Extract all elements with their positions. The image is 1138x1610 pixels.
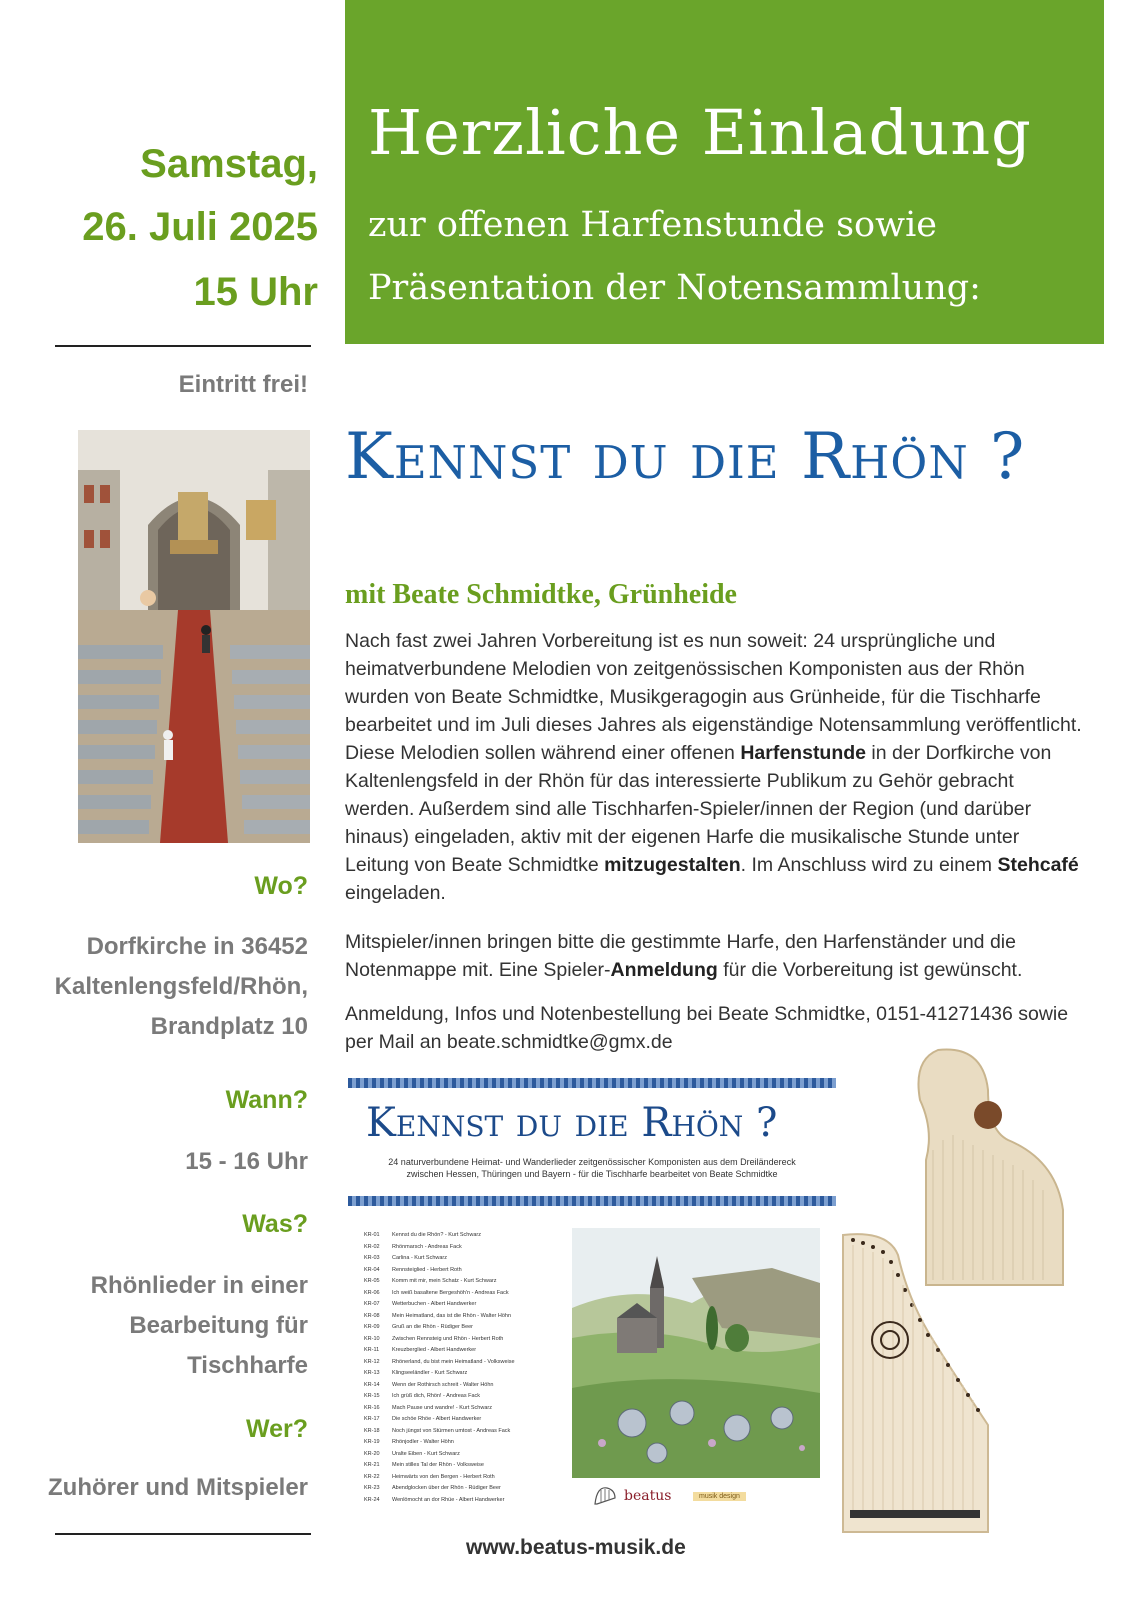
banner-subtitle-1: zur offenen Harfenstunde sowie — [368, 205, 937, 245]
track-title: Die schöe Rhöe - Albert Handwerker — [392, 1416, 482, 1422]
track-number: KR-17 — [364, 1416, 380, 1422]
track-list — [364, 1230, 564, 1506]
track-row — [364, 1391, 564, 1403]
harp-logo-icon — [593, 1484, 619, 1506]
what-line-1: Rhönlieder in einer — [90, 1272, 308, 1299]
track-number: KR-08 — [364, 1312, 380, 1319]
paragraph-3: Anmeldung, Infos und Notenbestellung bei Beate Schmidtke, 0151-41271436 sowie per Mail an beate.schmidtke@gmx.de — [345, 1003, 1069, 1053]
track-title: Carlina - Kurt Schwarz — [392, 1255, 448, 1261]
track-row — [364, 1495, 564, 1507]
brand-name: beatus — [624, 1488, 672, 1504]
who-value: Zuhörer und Mitspieler — [48, 1474, 309, 1501]
cover-band-top — [348, 1078, 836, 1088]
track-title: Komm mit mir, mein Schatz - Kurt Schwarz — [392, 1278, 497, 1284]
track-title: Rhönjodler - Walter Höhn — [392, 1439, 454, 1445]
where-label: Wo? — [254, 872, 308, 900]
track-title: Rhönerland, du bist mein Heimatland - Volksweise — [392, 1358, 515, 1365]
when-value: 15 - 16 Uhr — [185, 1148, 308, 1175]
track-title: Rennsteiglied - Herbert Roth — [392, 1266, 462, 1273]
track-title: Klingseeländler - Kurt Schwarz — [392, 1370, 468, 1376]
what-line-3: Tischharfe — [187, 1352, 308, 1379]
track-title: Rhönmarsch - Andreas Fack — [392, 1243, 462, 1250]
paragraph-2: Mitspieler/innen bringen bitte die gestimmte Harfe, den Harfenständer und die Notenmappe mit. Eine Spieler-Anmeldung für die Vorbereitung ist gewünscht. — [345, 931, 1023, 981]
track-title: Wenlömocht an dor Rhüe - Albert Handwerker — [392, 1496, 505, 1503]
track-row — [364, 1460, 564, 1472]
where-line-1: Dorfkirche in 36452 — [86, 933, 308, 960]
track-number: KR-11 — [364, 1347, 380, 1353]
track-number: KR-14 — [364, 1381, 380, 1388]
track-row — [364, 1276, 564, 1288]
track-title: Mein stilles Tal der Rhön - Volksweise — [392, 1462, 484, 1468]
track-title: Ich weiß basaltene Bergeshöh'n - Andreas Fack — [392, 1289, 509, 1296]
track-title: Ich grüß dich, Rhön! - Andreas Fack — [392, 1393, 481, 1399]
cover-subtitle-1: 24 naturverbundene Heimat- und Wanderlieder zeitgenössischer Komponisten aus dem Dreiländereck — [388, 1157, 796, 1167]
track-row — [364, 1288, 564, 1300]
track-number: KR-21 — [364, 1462, 380, 1468]
track-row — [364, 1449, 564, 1461]
date-date: 26. Juli 2025 — [82, 205, 318, 249]
paragraph-1: Nach fast zwei Jahren Vorbereitung ist es nun soweit: 24 ursprüngliche und heimatverbundene Melodien von zeitgenössischen Komponisten aus der Rhön wurden von Beate Schmidtke, Musikgeragogin aus Grünheide, für die Tischharfe bearbeitet und im Juli dieses Jahres als eigenständige Notensammlung veröffentlicht. Diese Melodien sollen während einer offenen Harfenstunde in der Dorfkirche von Kaltenlengsfeld in der Rhön für das interessierte Publikum zu Gehör gebracht werden. Außerdem sind alle Tischharfen-Spieler/innen der Region (und darüber hinaus) eingeladen, aktiv mit der eigenen Harfe die musikalische Stunde unter Leitung von Beate Schmidtke mitzugestalten. Im Anschluss wird zu einem Stehcafé eingeladen. — [345, 630, 1082, 904]
when-label: Wann? — [225, 1086, 308, 1114]
track-number: KR-06 — [364, 1289, 380, 1296]
track-number: KR-02 — [364, 1243, 380, 1250]
track-row — [364, 1426, 564, 1438]
divider-top — [55, 345, 311, 347]
track-number: KR-03 — [364, 1255, 380, 1261]
track-row — [364, 1437, 564, 1449]
date-time: 15 Uhr — [193, 270, 318, 314]
who-label: Wer? — [245, 1415, 308, 1443]
track-number: KR-04 — [364, 1266, 380, 1273]
track-title: Mach Pause und wandre! - Kurt Schwarz — [392, 1404, 492, 1411]
host-line: mit Beate Schmidtke, Grünheide — [345, 579, 737, 610]
track-number: KR-18 — [364, 1427, 380, 1434]
track-row — [364, 1230, 564, 1242]
track-row — [364, 1472, 564, 1484]
track-number: KR-12 — [364, 1358, 380, 1365]
track-number: KR-05 — [364, 1278, 380, 1284]
website-link[interactable]: www.beatus-musik.de — [466, 1536, 686, 1559]
track-title: Wenn der Rothirsch schreit - Walter Höhn — [392, 1381, 494, 1388]
table-harps-photo — [838, 1040, 1068, 1540]
track-number: KR-20 — [364, 1450, 380, 1457]
cover-band-middle — [348, 1196, 836, 1206]
track-number: KR-16 — [364, 1404, 380, 1411]
track-number: KR-01 — [364, 1232, 380, 1238]
landscape-illustration — [572, 1228, 820, 1478]
track-row — [364, 1403, 564, 1415]
date-day: Samstag, — [140, 142, 318, 186]
track-row — [364, 1253, 564, 1265]
where-line-2: Kaltenlengsfeld/Rhön, — [54, 973, 308, 1000]
brand-tagline: musik design — [693, 1492, 746, 1501]
track-row — [364, 1242, 564, 1254]
track-row — [364, 1414, 564, 1426]
track-title: Abendglocken über der Rhön - Rüdiger Beer — [392, 1485, 501, 1491]
track-title: Gruß an die Rhön - Rüdiger Beer — [392, 1324, 474, 1330]
entry-free: Eintritt frei! — [178, 371, 308, 398]
where-line-3: Brandplatz 10 — [150, 1013, 308, 1040]
track-row — [364, 1357, 564, 1369]
track-title: Noch jüngst von Stürmen umtost - Andreas Fack — [392, 1427, 511, 1434]
track-title: Mein Heimatland, das ist die Rhön - Walter Höhn — [392, 1312, 512, 1319]
track-title: Zwischen Rennsteig und Rhön - Herbert Roth — [392, 1335, 504, 1342]
track-row — [364, 1483, 564, 1495]
divider-bottom — [55, 1533, 311, 1535]
headline: Kennst du die Rhön ? — [345, 420, 1026, 494]
track-row — [364, 1299, 564, 1311]
banner-title: Herzliche Einladung — [368, 96, 1032, 169]
what-label: Was? — [242, 1210, 308, 1238]
cover-subtitle-2: zwischen Hessen, Thüringen und Bayern - für die Tischharfe bearbeitet von Beate Schmidtke — [406, 1169, 778, 1179]
book-cover — [348, 1078, 836, 1523]
track-row — [364, 1368, 564, 1380]
track-row — [364, 1322, 564, 1334]
track-row — [364, 1311, 564, 1323]
church-interior-photo — [78, 430, 310, 843]
track-number: KR-07 — [364, 1301, 380, 1307]
track-title: Wetterbuchen - Albert Handwerker — [392, 1301, 477, 1307]
track-row — [364, 1334, 564, 1346]
what-line-2: Bearbeitung für — [129, 1312, 308, 1339]
track-row — [364, 1380, 564, 1392]
track-number: KR-22 — [364, 1473, 380, 1480]
track-title: Uralte Eiben - Kurt Schwarz — [392, 1450, 460, 1457]
track-number: KR-09 — [364, 1324, 380, 1330]
track-title: Kennst du die Rhön? - Kurt Schwarz — [392, 1232, 481, 1238]
track-number: KR-13 — [364, 1370, 380, 1376]
track-number: KR-24 — [364, 1496, 380, 1503]
track-number: KR-19 — [364, 1439, 380, 1445]
track-number: KR-23 — [364, 1485, 380, 1491]
track-number: KR-15 — [364, 1393, 380, 1399]
banner-subtitle-2: Präsentation der Notensammlung: — [368, 268, 981, 308]
track-row — [364, 1265, 564, 1277]
track-title: Heimwärts von den Bergen - Herbert Roth — [392, 1473, 495, 1480]
track-row — [364, 1345, 564, 1357]
track-title: Kreuzberglied - Albert Handwerker — [392, 1347, 477, 1353]
track-number: KR-10 — [364, 1335, 380, 1342]
cover-subtitle — [348, 1156, 836, 1180]
cover-title: Kennst du die Rhön ? — [366, 1100, 778, 1146]
